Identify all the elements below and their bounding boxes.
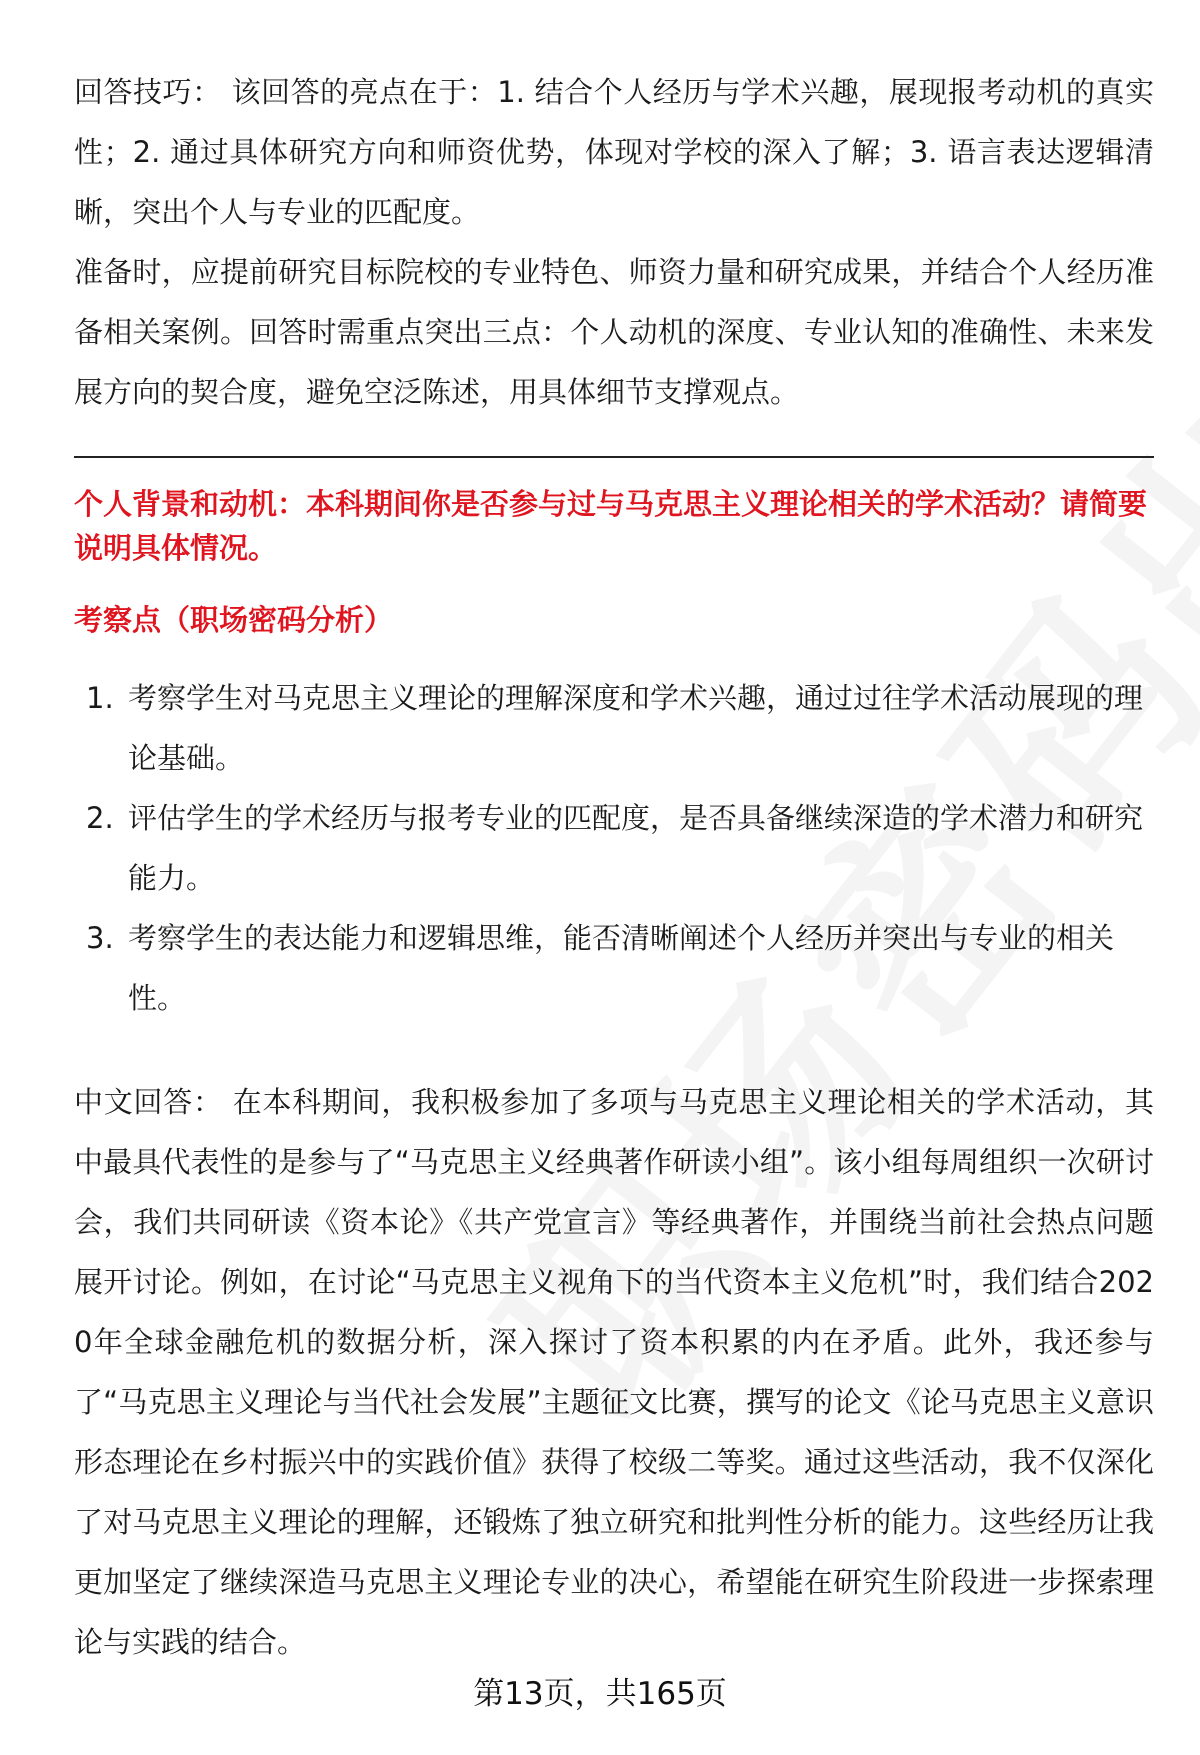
point-number: 2. <box>86 801 114 835</box>
point-text: 考察学生对马克思主义理论的理解深度和学术兴趣，通过过往学术活动展现的理论基础。 <box>128 681 1144 775</box>
answer-tip-paragraph <box>74 62 1154 242</box>
preparation-paragraph: 准备时，应提前研究目标院校的专业特色、师资力量和研究成果，并结合个人经历准备相关案例。回答时需重点突出三点：个人动机的深度、专业认知的准确性、未来发展方向的契合度，避免空泛陈述，用具体细节支撑观点。 <box>74 255 1154 409</box>
page-number: 第13页，共165页 <box>473 1676 727 1712</box>
answer-tip-label: 回答技巧： <box>74 75 222 109</box>
chinese-answer-text: 在本科期间，我积极参加了多项与马克思主义理论相关的学术活动，其中最具代表性的是参与了“马克思主义经典著作研读小组”。该小组每周组织一次研讨会，我们共同研读《资本论》《共产党宣言》等经典著作，并围绕当前社会热点问题展开讨论。例如，在讨论“马克思主义视角下的当代资本主义危机”时，我们结合2020年全球金融危机的数据分析，深入探讨了资本积累的内在矛盾。此外，我还参与了“马克思主义理论与当代社会发展”主题征文比赛，撰写的论文《论马克思主义意识形态理论在乡村振兴中的实践价值》获得了校级二等奖。通过这些活动，我不仅深化了对马克思主义理论的理解，还锻炼了独立研究和批判性分析的能力。这些经历让我更加坚定了继续深造马克思主义理论专业的决心，希望能在研究生阶段进一步探索理论与实践的结合。 <box>74 1085 1154 1659</box>
assessment-heading: 考察点（职场密码分析） <box>74 603 394 637</box>
assessment-point <box>74 788 1154 908</box>
point-text: 评估学生的学术经历与报考专业的匹配度，是否具备继续深造的学术潜力和研究能力。 <box>128 801 1144 895</box>
point-text: 考察学生的表达能力和逻辑思维，能否清晰阐述个人经历并突出与专业的相关性。 <box>128 921 1115 1015</box>
point-number: 1. <box>86 681 114 715</box>
assessment-point <box>74 908 1154 1028</box>
chinese-answer-paragraph <box>74 1072 1154 1672</box>
point-number: 3. <box>86 921 114 955</box>
section-divider <box>74 456 1154 458</box>
answer-tip-text: 该回答的亮点在于：1. 结合个人经历与学术兴趣，展现报考动机的真实性；2. 通过具体研究方向和师资优势，体现对学校的深入了解；3. 语言表达逻辑清晰，突出个人与专业的匹配度。 <box>74 75 1154 229</box>
chinese-answer-label: 中文回答： <box>74 1085 223 1119</box>
assessment-point <box>74 668 1154 788</box>
question-title: 个人背景和动机：本科期间你是否参与过与马克思主义理论相关的学术活动？请简要说明具体情况。 <box>74 487 1148 565</box>
page-content <box>74 62 1154 1672</box>
assessment-points-list <box>74 668 1154 1028</box>
